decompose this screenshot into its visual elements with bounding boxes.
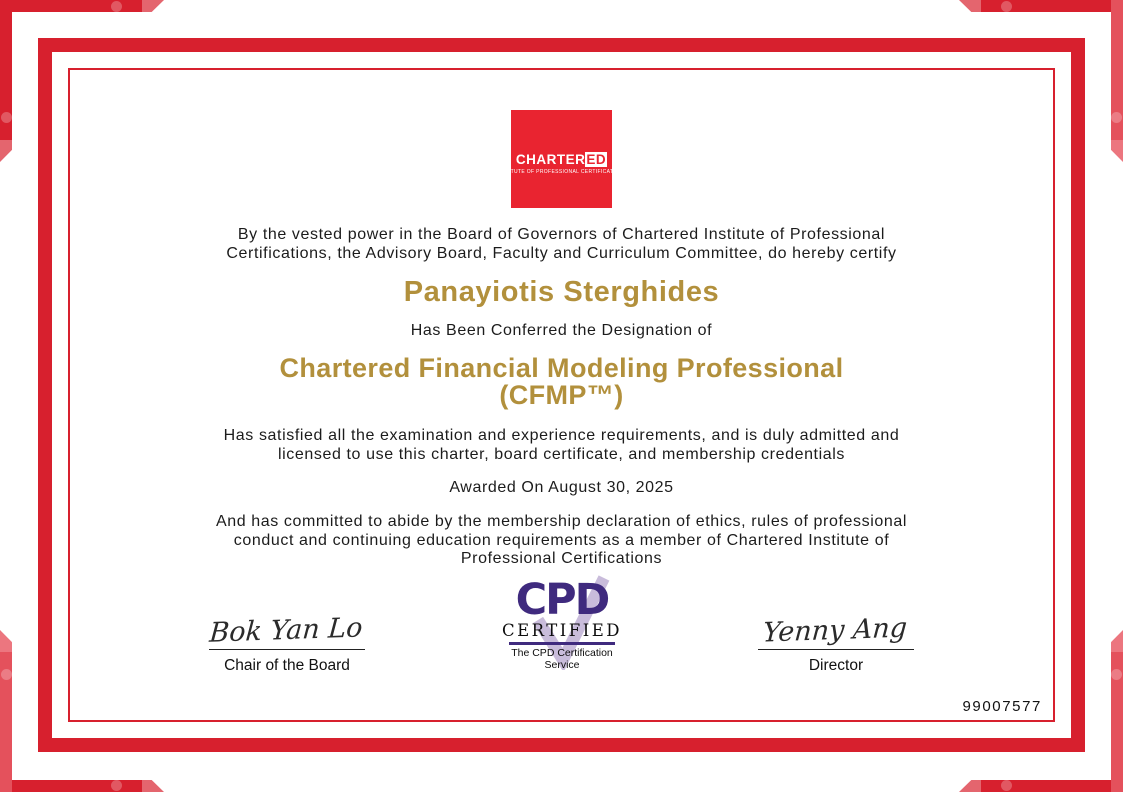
signature-block-director (716, 586, 956, 675)
institute-logo-wordmark (516, 152, 607, 167)
signature-block-chair (167, 586, 407, 675)
text-line: (CFMP™) (499, 380, 624, 410)
institute-logo (496, 110, 627, 208)
requirements-paragraph (0, 427, 1123, 464)
recipient-name: Panayiotis Sterghides (403, 276, 720, 308)
corner-arm-horizontal (959, 780, 1123, 792)
corner-arm-vertical (1111, 630, 1123, 792)
cpd-divider (509, 642, 615, 645)
corner-dot (1, 669, 12, 680)
cpd-acronym: CPD (515, 575, 609, 625)
corner-dot (1001, 1, 1012, 12)
certificate-serial-number: 99007577 (962, 698, 1042, 715)
signature-title-director: Director (808, 657, 864, 674)
logo-text-suffix: ED (586, 151, 607, 167)
signature-handwriting-director: Yenny Ang (761, 612, 909, 649)
commitment-paragraph (0, 513, 1123, 569)
intro-paragraph (0, 226, 1123, 263)
corner-dot (111, 1, 122, 12)
logo-text-prefix: CHARTER (515, 151, 586, 167)
corner-dot (1, 112, 12, 123)
corner-arm-vertical (0, 0, 12, 162)
signature-handwriting-chair: Bok Yan Lo (208, 612, 364, 649)
corner-arm-horizontal (0, 0, 164, 12)
text-line: And has committed to abide by the membership declaration of ethics, rules of professional (215, 513, 908, 530)
cpd-service-line2: Service (544, 658, 580, 671)
corner-arm-horizontal (0, 780, 164, 792)
text-line: Has satisfied all the examination and experience requirements, and is duly admitted and (223, 427, 900, 444)
corner-arm-vertical (1111, 0, 1123, 162)
conferral-line: Has Been Conferred the Designation of (410, 322, 713, 339)
text-line: By the vested power in the Board of Governors of Chartered Institute of Professional (237, 226, 886, 243)
text-line: Certifications, the Advisory Board, Faculty and Curriculum Committee, do hereby certify (226, 244, 897, 262)
cpd-certified-label: CERTIFIED (501, 621, 623, 640)
cpd-service-line1: The CPD Certification (511, 647, 613, 659)
corner-arm-horizontal (959, 0, 1123, 12)
corner-dot (1111, 669, 1122, 680)
cpd-service-text (498, 648, 626, 671)
corner-dot (1111, 112, 1122, 123)
corner-arm-vertical (0, 630, 12, 792)
corner-dot (1001, 780, 1012, 791)
text-line: Chartered Financial Modeling Professional (279, 353, 844, 383)
corner-dot (111, 780, 122, 791)
text-line: licensed to use this charter, board certificate, and membership credentials (277, 445, 846, 463)
institute-logo-tagline: INSTITUTE OF PROFESSIONAL CERTIFICATIONS (496, 168, 627, 175)
text-line: conduct and continuing education requirements as a member of Chartered Institute of (233, 531, 890, 549)
text-line: Professional Certifications (460, 550, 663, 567)
award-date-line: Awarded On August 30, 2025 (449, 479, 674, 496)
cpd-certified-badge (498, 575, 626, 671)
designation-title (0, 355, 1123, 409)
signature-title-chair: Chair of the Board (224, 657, 350, 674)
